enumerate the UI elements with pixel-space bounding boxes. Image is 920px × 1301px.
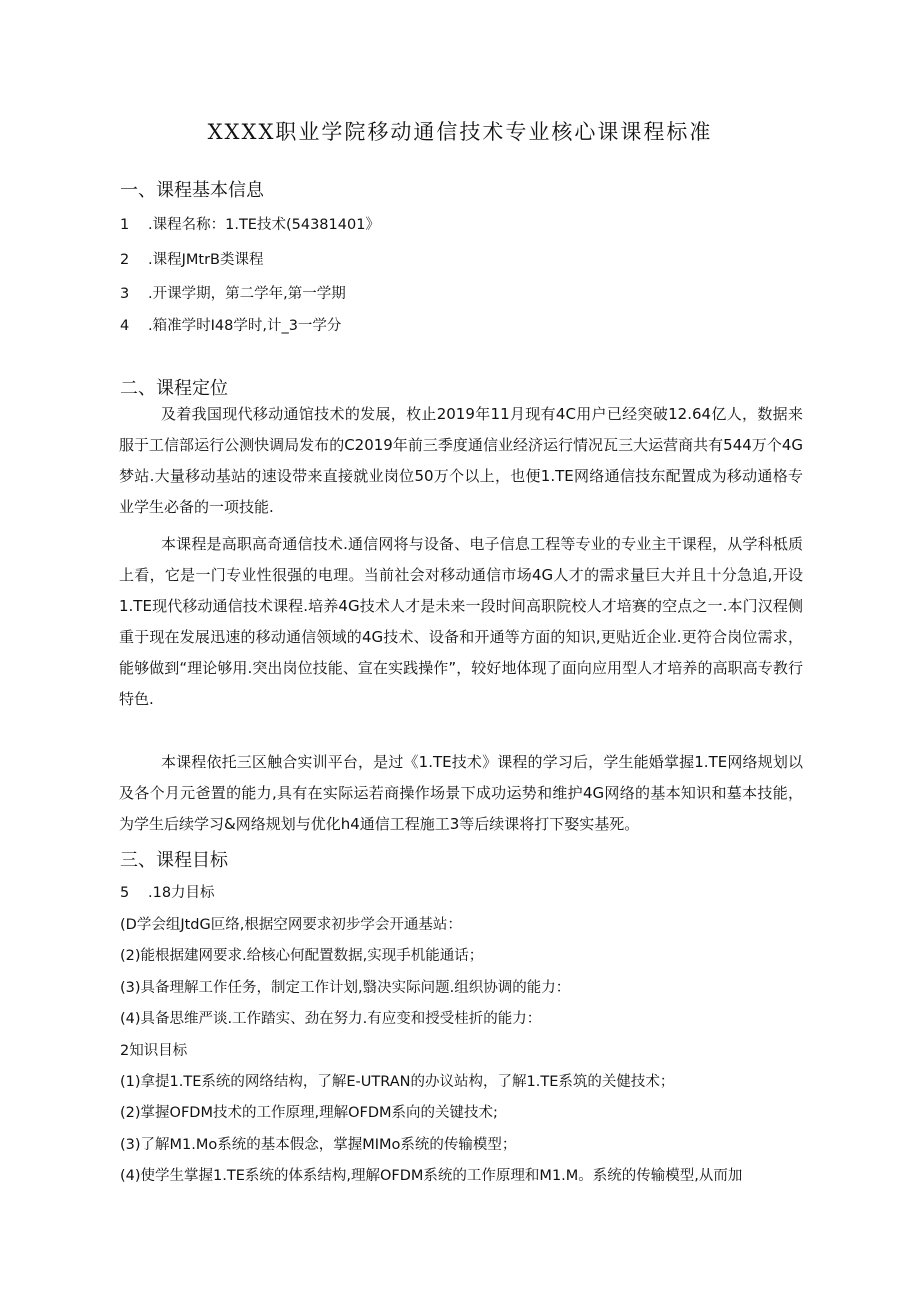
ability-item: (2)能根据建网要求.给核心何配置数据,实现手机能通话； (120, 948, 484, 964)
list-item (120, 282, 346, 303)
section-heading-positioning: 二、课程定位 (120, 378, 228, 399)
ability-item: (3)具备理解工作任务，制定工作计划,翳决实际问题.组织协调的能力： (120, 980, 571, 996)
knowledge-item: (4)使学生掌握1.TE系统的体系结构,理解OFDM系统的工作原理和M1.M。系统的传输模型,从而加 (120, 1168, 743, 1184)
knowledge-item: (3)了解M1.Mo系统的基本假念，掌握MIMo系统的传输模型； (120, 1137, 517, 1153)
ability-item: (4)具备思维严谈.工作踏实、劲在努力.有应变和授受桂折的能力： (120, 1011, 542, 1027)
subheading-text: .18力目标 (148, 885, 215, 901)
list-item-number: 2 (120, 252, 130, 268)
ability-item: (D学会组JtdG叵络,根据空网要求初步学会开通基站： (120, 917, 462, 933)
list-item (120, 248, 264, 269)
list-item-number: 3 (120, 286, 130, 302)
body-paragraph: 本课程依托三区触合实训平台，是过《1.TE技术》课程的学习后，学生能婚掌握1.TE网络规划以及各个月元爸置的能力,具有在实际运若商操作场景下成功运势和维护4G网络的基本知识和墓本技能，为学生后续学习&网络规划与优化h4通信工程施工3等后续课将打下娶实基死。 (119, 753, 803, 833)
body-paragraph: 及着我国现代移动通馆技术的发展，枚止2019年11月现有4C用户已经突破12.64亿人，数据来服于工信部运行公测快调局发布的C2019年前三季度通信业经济运行情况瓦三大运营商共有544万个4G梦站.大量移动基站的速设带来直接就业岗位50万个以上，也便1.TE网络通信技东配置成为移动通格专业学生必备的一项技能. (119, 405, 803, 516)
section-heading-basic-info: 一、课程基本信息 (120, 180, 264, 201)
knowledge-item: (2)掌握OFDM技术的工作原理,理解OFDM系向的关键技术; (120, 1105, 498, 1121)
knowledge-item: (1)拿提1.TE系统的网络结构，了解E-UTRAN的办议站构，了解1.TE系筑的关健技术； (120, 1074, 675, 1090)
subheading-number: 5 (120, 885, 130, 901)
body-paragraph: 本课程是高职高奇通信技术.通信网将与设备、电子信息工程等专业的专业主干课程，从学科柢质上看，它是一门专业性很强的电理。当前社会对移动通信市场4G人才的需求量巨大并且十分急追,开设1.TE现代移动通信技术课程.培养4G技术人才是未来一段时间高职院校人才培赛的空点之一.本门汉程侧重于现在发展迅速的移动通信领域的4G技术、设备和开通等方面的知识,更贴近企业.更符合岗位需求，能够做到“理论够用.突出岗位技能、宣在实践操作”，较好地体现了面向应用型人才培养的高职高专教行特色. (119, 535, 803, 708)
list-item-text: .箱准学时I48学时,计_3一学分 (148, 318, 342, 334)
list-item-text: .课程JMtrB类课程 (148, 252, 264, 268)
subheading-knowledge: 2知识目标 (120, 1043, 188, 1059)
subheading-ability (120, 881, 215, 902)
section-heading-objectives: 三、课程目标 (120, 850, 228, 871)
list-item-number: 4 (120, 318, 130, 334)
list-item (120, 213, 380, 234)
list-item-text: .课程名称：1.TE技术(54381401》 (148, 217, 380, 233)
list-item-text: .开课学期，第二学年,第一学期 (148, 286, 346, 302)
list-item (120, 314, 341, 335)
document-title: XXXX职业学院移动通信技术专业核心课课程标准 (207, 120, 713, 144)
list-item-number: 1 (120, 217, 130, 233)
